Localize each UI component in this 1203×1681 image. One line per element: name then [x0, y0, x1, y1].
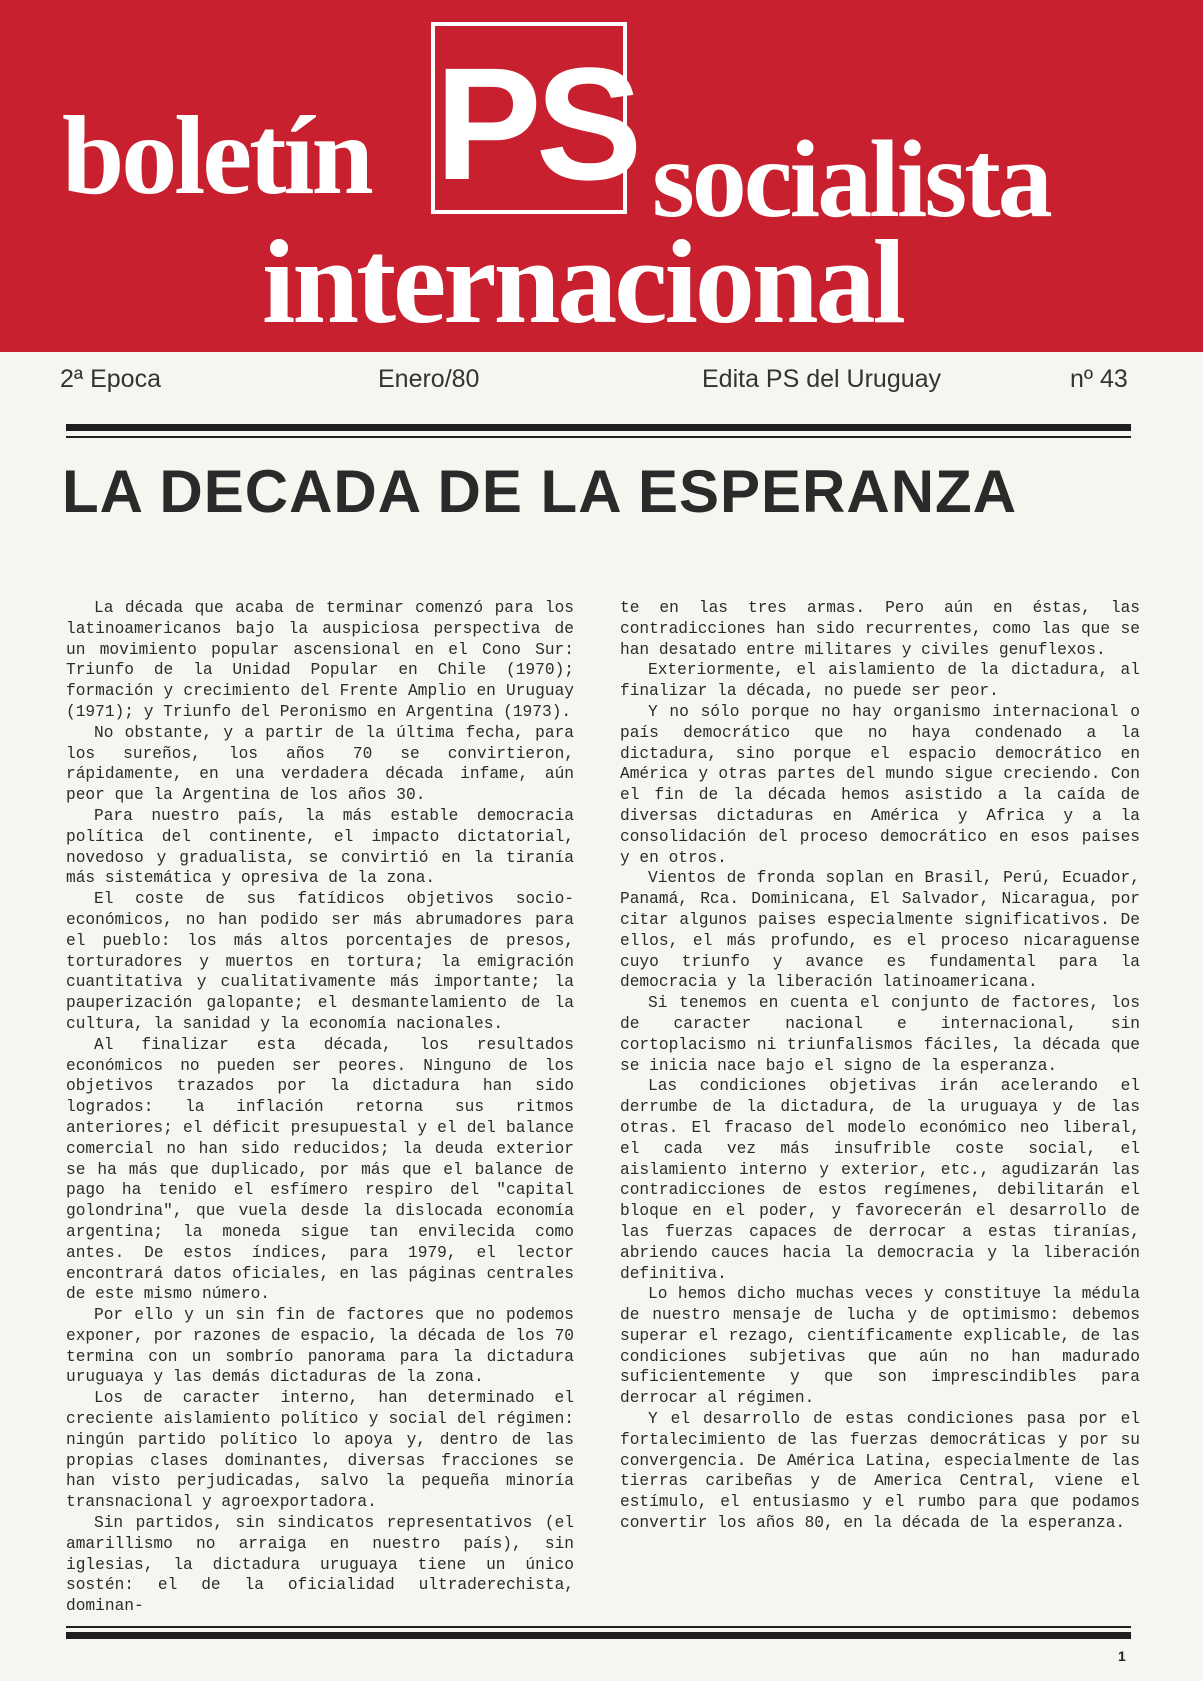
- article-column-left: [66, 598, 574, 1617]
- issue-epoch: 2ª Epoca: [60, 365, 161, 393]
- ps-logo-text: PS: [435, 34, 637, 213]
- paragraph: Las condiciones objetivas irán acelerando el derrumbe de la dictadura, de la uruguaya y de las otras. El fracaso del modelo económico neo liberal, el cada vez más insufrible coste social, el aislamiento interno y exterior, etc., agudizarán las contradicciones de estos regímenes, debilitarán el bloque en el poder, y favorecerán el desarrollo de las fuerzas capaces de derrocar a estas tiranías, abriendo cauces hacia la democracia y la liberación definitiva.: [620, 1077, 1140, 1283]
- paragraph: Lo hemos dicho muchas veces y constituye la médula de nuestro mensaje de lucha y de optimismo: debemos superar el rezago, científicamente explicable, de las condiciones subjetivas que aún no han madurado suficientemente y que son imprescindibles para derrocar al régimen.: [620, 1285, 1140, 1408]
- paragraph: Por ello y un sin fin de factores que no podemos exponer, por razones de espacio, la década de los 70 termina con un sombrío panorama para la dictadura uruguaya y las demás dictaduras de la zona.: [66, 1306, 574, 1387]
- paragraph: te en las tres armas. Pero aún en éstas, las contradicciones han sido recurrentes, como las que se han desatado entre militares y civiles genuflexos.: [620, 599, 1140, 659]
- footer-rule-thin: [66, 1626, 1131, 1628]
- paragraph: La década que acaba de terminar comenzó para los latinoamericanos bajo la auspiciosa perspectiva de un movimiento popular ascensional en el Cono Sur: Triunfo de la Unidad Popular en Chile (1970); formación y crecimiento del Frente Amplio en Uruguay (1971); y Triunfo del Peronismo en Argentina (1973).: [66, 599, 574, 721]
- masthead-word-internacional: internacional: [262, 215, 903, 348]
- paragraph: Y el desarrollo de estas condiciones pasa por el fortalecimiento de las fuerzas democráticas y por su convergencia. De América Latina, especialmente de las tierras caribeñas y de America Central, viene el estímulo, el entusiasmo y el rumbo para que podamos convertir los años 80, en la década de la esperanza.: [620, 1410, 1140, 1533]
- paragraph: Vientos de fronda soplan en Brasil, Perú, Ecuador, Panamá, Rca. Dominicana, El Salvador, Nicaragua, por citar algunos paises especialmente significativos. De ellos, el más profundo, es el proceso nicaraguense cuyo triunfo y avance es fundamental para la democracia y la liberación latinoamericana.: [620, 869, 1140, 992]
- paragraph: Y no sólo porque no hay organismo internacional o país democrático que no haya condenado a la dictadura, sino porque el espacio democrático en América y otras partes del mundo sigue creciendo. Con el fin de la década hemos asistido a la caída de diversas dictaduras en América y Africa y a la consolidación del proceso democrático en esos paises y en otros.: [620, 702, 1140, 867]
- page-number: 1: [1118, 1648, 1126, 1664]
- issue-publisher: Edita PS del Uruguay: [702, 365, 942, 393]
- footer-rule-thick: [66, 1632, 1131, 1639]
- article-headline: LA DECADA DE LA ESPERANZA: [62, 458, 1018, 525]
- issue-date: Enero/80: [378, 365, 480, 393]
- header-rule-thick: [66, 424, 1131, 431]
- article-column-right: [620, 598, 1140, 1534]
- masthead-word-socialista: socialista: [652, 118, 1050, 240]
- paragraph: Al finalizar esta década, los resultados económicos no pueden ser peores. Ninguno de los objetivos trazados por la dictadura han sido logrados: la inflación retorna sus ritmos anteriores; el déficit presupuestal y el del balance comercial no han sido reducidos; la deuda exterior se ha más que duplicado, por más que el balance de pago ha tenido el esfímero respiro del "capital golondrina", que vuela desde la dislocada economía argentina; la moneda sigue tan envilecida como antes. De estos índices, para 1979, el lector encontrará datos oficiales, en las páginas centrales de este mismo número.: [66, 1035, 574, 1304]
- header-rule-thin: [66, 436, 1131, 438]
- paragraph: Para nuestro país, la más estable democracia política del continente, el impacto dictatorial, novedoso y gradualista, se convirtió en la tiranía más sistemática y opresiva de la zona.: [66, 806, 574, 888]
- paragraph: Exteriormente, el aislamiento de la dictadura, al finalizar la década, no puede ser peor.: [620, 661, 1140, 701]
- paragraph: El coste de sus fatídicos objetivos socio-económicos, no han podido ser más abrumadores para el pueblo: los más altos porcentajes de presos, torturadores y muertos en tortura; la emigración cuantitativa y cualitativamente más importante; la pauperización galopante; el desmantelamiento de la cultura, la sanidad y la economía nacionales.: [66, 890, 574, 1033]
- issue-number: nº 43: [1070, 365, 1128, 393]
- paragraph: Los de caracter interno, han determinado el creciente aislamiento político y social del régimen: ningún partido político lo apoya y, dentro de las propias clases dominantes, diversas fracciones se han visto perjudicadas, salvo la pequeña minoría transnacional y agroexportadora.: [66, 1389, 574, 1512]
- masthead: [0, 0, 1203, 352]
- paragraph: Sin partidos, sin sindicatos representativos (el amarillismo no arraiga en nuestro país), sin iglesias, la dictadura uruguaya tiene un único sostén: el de la oficialidad ultraderechista, dominan-: [66, 1514, 574, 1616]
- masthead-word-boletin: boletín: [62, 94, 371, 218]
- paragraph: Si tenemos en cuenta el conjunto de factores, los de caracter nacional e internacional, sin cortoplacismo ni triunfalismos fáciles, la década que se inicia nace bajo el signo de la esperanza.: [620, 994, 1140, 1075]
- ps-logo: [431, 22, 637, 214]
- paragraph: No obstante, y a partir de la última fecha, para los sureños, los años 70 se convirtieron, rápidamente, en una verdadera década infame, aún peor que la Argentina de los años 30.: [66, 723, 574, 805]
